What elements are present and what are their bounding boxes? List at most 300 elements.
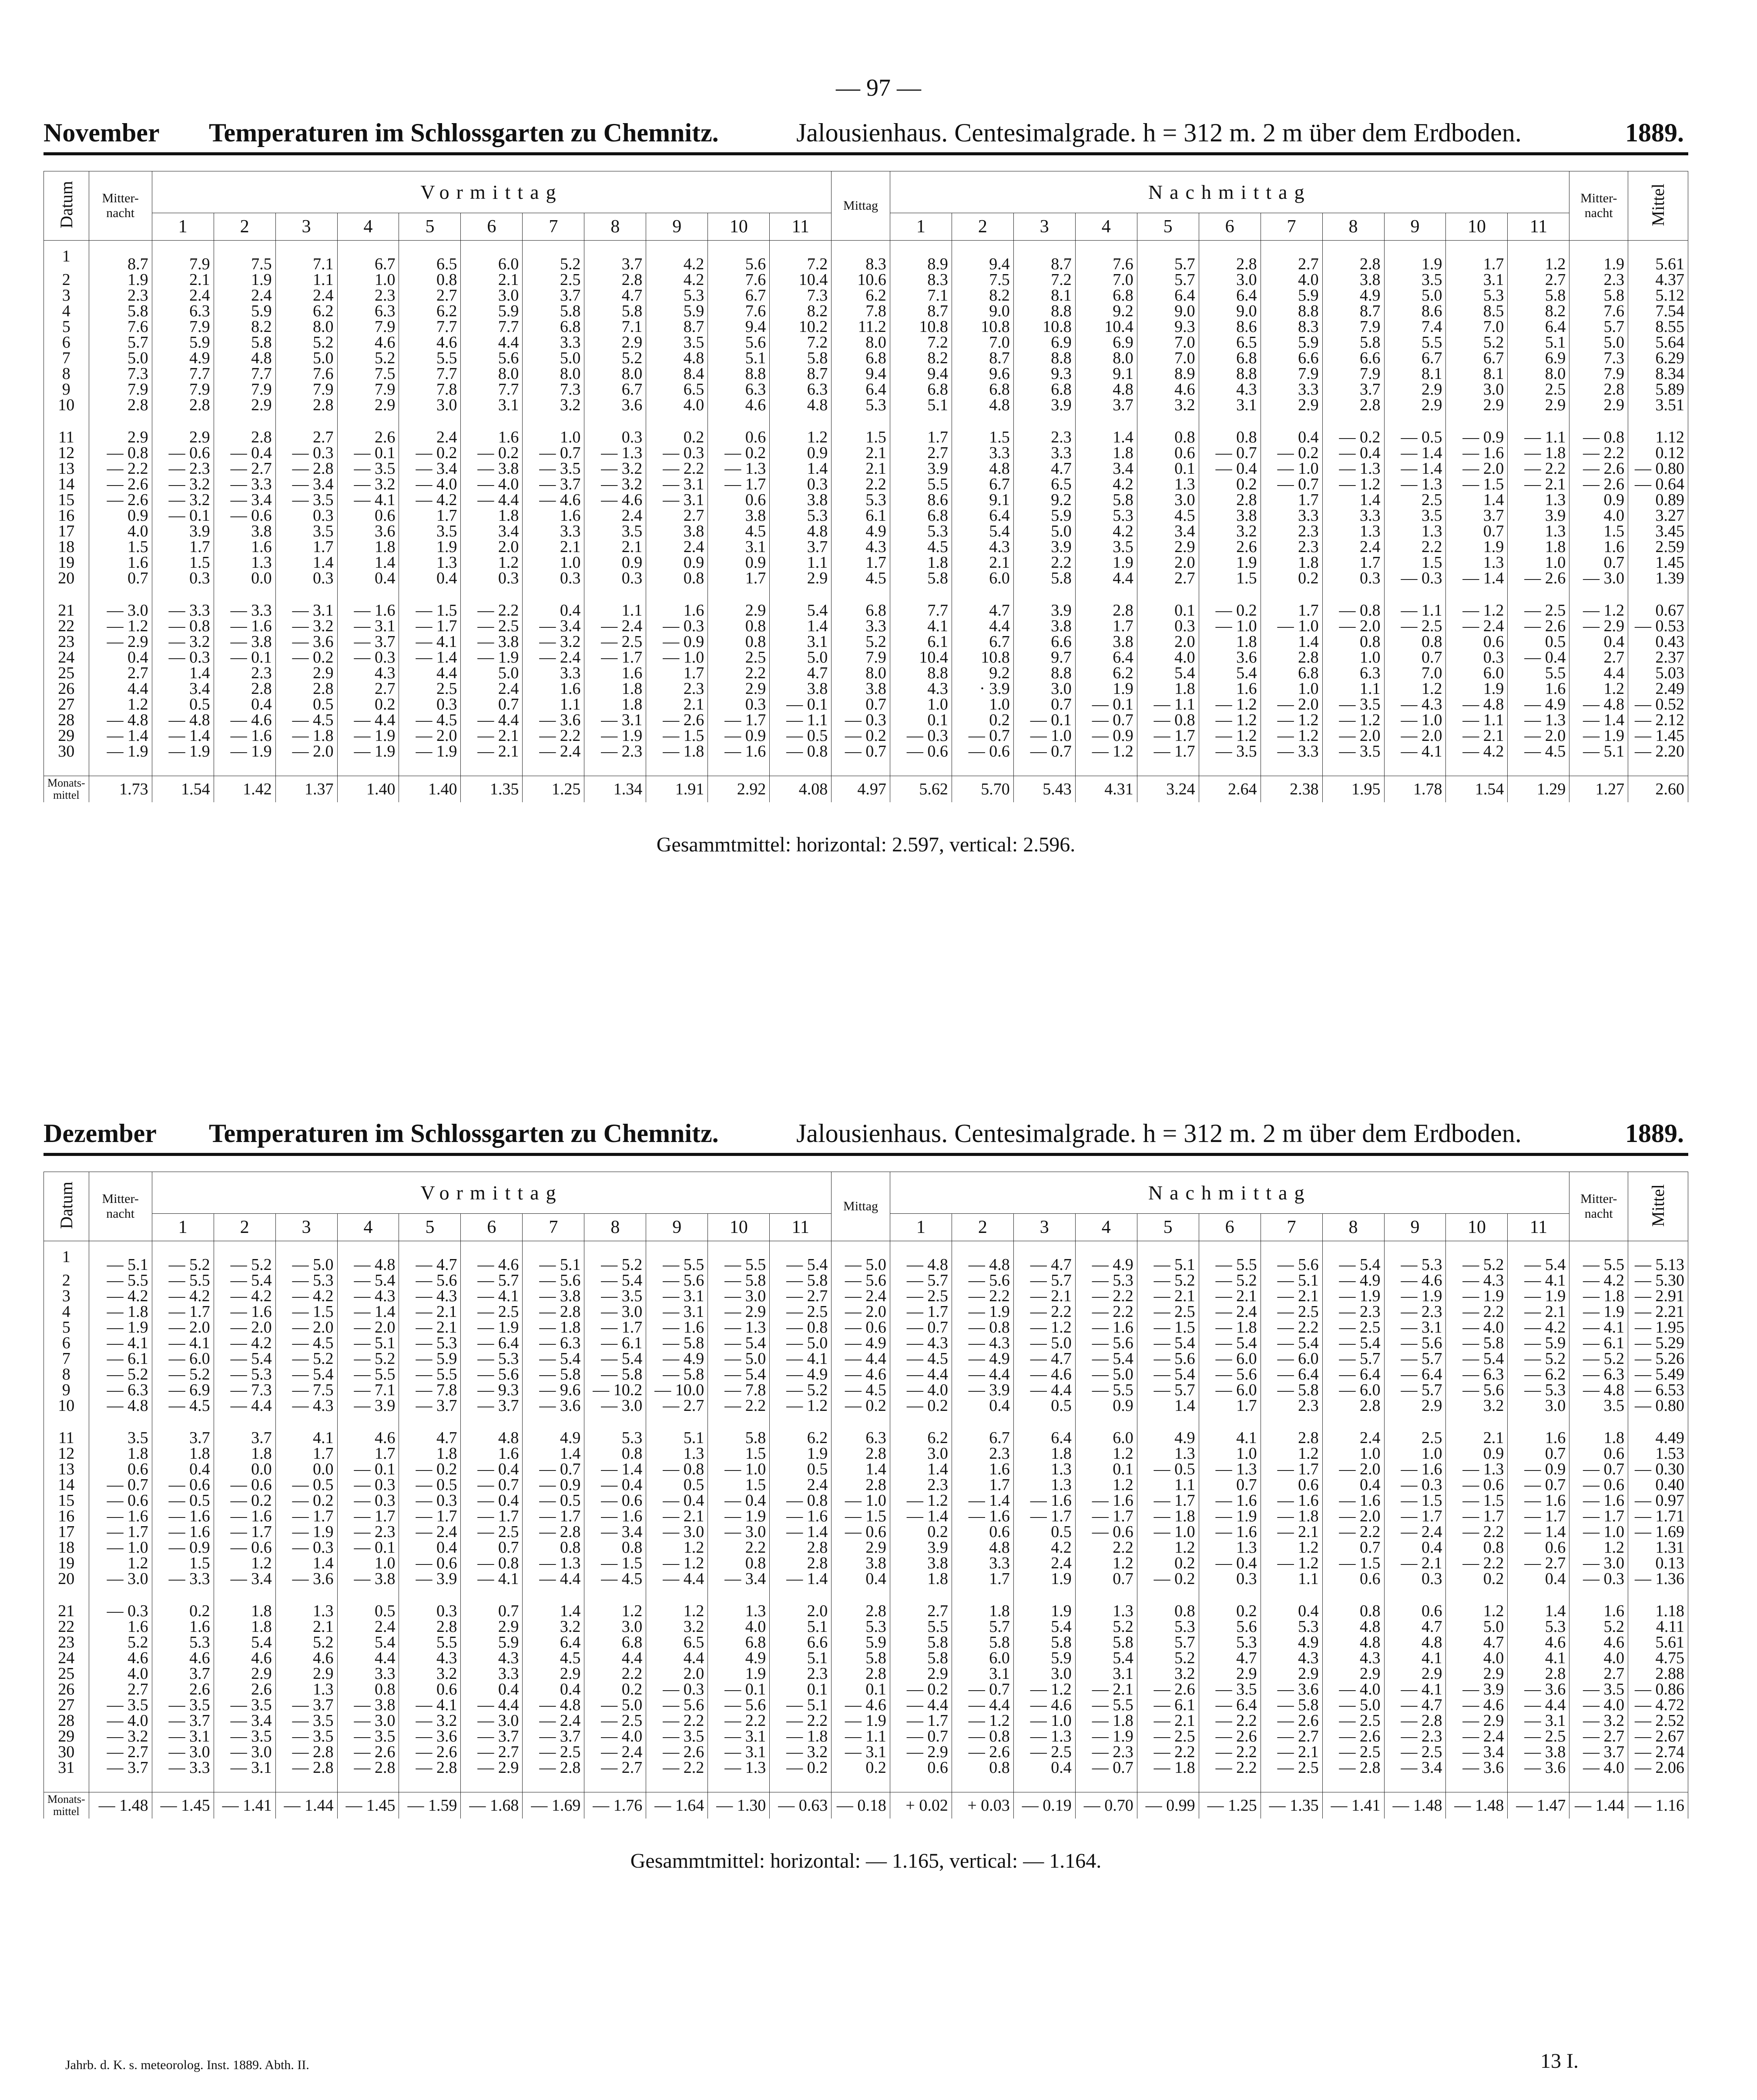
value-cell: 3.0 — [1013, 1666, 1075, 1681]
value-cell: 1.7 — [337, 1446, 399, 1461]
value-cell: — 0.2 — [832, 1398, 890, 1413]
value-cell: — 1.2 — [1446, 603, 1508, 618]
value-cell: 1.9 — [399, 539, 461, 555]
value-cell: 1.8 — [1013, 1446, 1075, 1461]
table-row — [44, 1398, 1688, 1413]
value-cell: — 2.5 — [1384, 1744, 1446, 1760]
value-cell: — 3.8 — [214, 634, 275, 650]
value-cell: — 4.1 — [152, 1335, 214, 1351]
value-cell: 2.9 — [890, 1666, 952, 1681]
value-cell: 4.7 — [1446, 1634, 1508, 1650]
value-cell: — 2.2 — [1013, 1304, 1075, 1320]
mittel-cell: 2.49 — [1628, 681, 1688, 697]
value-cell: 0.6 — [1137, 445, 1199, 461]
table-row — [44, 539, 1688, 555]
value-cell: — 0.2 — [275, 1493, 337, 1508]
mittel-header-text: Mittel — [1648, 183, 1668, 226]
value-cell: — 2.3 — [584, 744, 646, 759]
value-cell: 2.7 — [89, 665, 152, 681]
datum-cell: 9 — [44, 382, 89, 397]
spacer-cell — [275, 1775, 337, 1792]
spacer-cell — [1199, 1413, 1261, 1430]
spacer-cell — [399, 413, 461, 429]
value-cell: — 2.1 — [1137, 1288, 1199, 1304]
value-cell: 0.2 — [584, 1681, 646, 1697]
value-cell: — 2.7 — [214, 461, 275, 476]
value-cell: 1.7 — [1446, 241, 1508, 272]
value-cell: — 2.1 — [1508, 476, 1569, 492]
value-cell: — 2.6 — [952, 1744, 1013, 1760]
value-cell: 2.9 — [275, 665, 337, 681]
value-cell: — 5.7 — [1322, 1351, 1384, 1367]
value-cell: 5.3 — [1446, 288, 1508, 303]
value-cell: 0.7 — [1446, 523, 1508, 539]
value-cell: 8.4 — [646, 366, 708, 382]
value-cell: — 0.5 — [1137, 1461, 1199, 1477]
value-cell: 6.8 — [1261, 665, 1322, 681]
datum-cell: 12 — [44, 445, 89, 461]
value-cell: — 1.4 — [1569, 712, 1628, 728]
value-cell: — 3.3 — [214, 603, 275, 618]
value-cell: — 2.2 — [708, 1713, 770, 1728]
value-cell: 7.4 — [1384, 319, 1446, 335]
spacer-cell — [1137, 759, 1199, 776]
value-cell: — 2.2 — [646, 1713, 708, 1728]
datum-cell: 4 — [44, 1304, 89, 1320]
mittel-cell: 5.61 — [1628, 1634, 1688, 1650]
spacer-cell — [1508, 1413, 1569, 1430]
value-cell: 5.1 — [770, 1619, 832, 1634]
value-cell: — 1.8 — [1075, 1713, 1137, 1728]
value-cell: 4.0 — [646, 397, 708, 413]
hour-header: 3 — [275, 213, 337, 241]
value-cell: — 1.4 — [89, 728, 152, 744]
value-cell: 0.9 — [89, 508, 152, 523]
value-cell: — 2.2 — [1446, 1555, 1508, 1571]
value-cell: — 4.8 — [952, 1241, 1013, 1273]
monatsmittel-cell: — 1.35 — [1261, 1792, 1322, 1819]
spacer-cell — [832, 1775, 890, 1792]
value-cell: — 2.0 — [1322, 1461, 1384, 1477]
value-cell: — 3.7 — [337, 634, 399, 650]
value-cell: — 4.0 — [399, 476, 461, 492]
value-cell: 0.5 — [275, 697, 337, 712]
value-cell: 0.3 — [708, 697, 770, 712]
value-cell: — 1.2 — [1322, 712, 1384, 728]
value-cell: 0.9 — [584, 555, 646, 570]
value-cell: — 9.6 — [523, 1382, 584, 1398]
value-cell: — 3.0 — [214, 1744, 275, 1760]
value-cell: 5.8 — [1013, 1634, 1075, 1650]
spacer-cell — [1137, 586, 1199, 603]
value-cell: 4.6 — [89, 1650, 152, 1666]
value-cell: 6.4 — [952, 508, 1013, 523]
value-cell: 8.0 — [832, 665, 890, 681]
value-cell: — 1.2 — [1013, 1320, 1075, 1335]
value-cell: 8.0 — [1075, 350, 1137, 366]
value-cell: 0.8 — [646, 570, 708, 586]
value-cell: — 4.5 — [152, 1398, 214, 1413]
value-cell: 2.3 — [646, 681, 708, 697]
value-cell: — 2.3 — [337, 1524, 399, 1540]
gesammtmittel: Gesammtmittel: horizontal: — 1.165, vertical: — 1.164. — [630, 1849, 1102, 1872]
value-cell: 1.2 — [214, 1555, 275, 1571]
value-cell: — 1.4 — [1384, 461, 1446, 476]
mittel-cell: 3.27 — [1628, 508, 1688, 523]
value-cell: — 2.6 — [1508, 570, 1569, 586]
value-cell: 6.0 — [1075, 1430, 1137, 1446]
value-cell: — 7.8 — [708, 1382, 770, 1398]
value-cell: — 3.7 — [152, 1713, 214, 1728]
value-cell: 5.1 — [708, 350, 770, 366]
value-cell: 5.8 — [89, 303, 152, 319]
value-cell: — 5.1 — [1569, 744, 1628, 759]
value-cell: — 5.1 — [337, 1335, 399, 1351]
spacer-cell — [89, 759, 152, 776]
value-cell: — 5.2 — [770, 1382, 832, 1398]
value-cell: — 3.7 — [461, 1728, 523, 1744]
value-cell: — 0.7 — [523, 445, 584, 461]
value-cell: — 1.9 — [1199, 1508, 1261, 1524]
value-cell: — 0.2 — [399, 1461, 461, 1477]
value-cell: — 2.5 — [1013, 1744, 1075, 1760]
value-cell: — 0.5 — [152, 1493, 214, 1508]
value-cell: 8.7 — [89, 241, 152, 272]
value-cell: 6.8 — [1199, 350, 1261, 366]
value-cell: 7.9 — [832, 650, 890, 665]
value-cell: 1.9 — [214, 272, 275, 288]
datum-cell: 11 — [44, 1430, 89, 1446]
vormittag-header: Vormittag — [152, 171, 832, 213]
value-cell: — 0.9 — [1446, 429, 1508, 445]
value-cell: — 5.3 — [214, 1367, 275, 1382]
value-cell: 4.8 — [1075, 382, 1137, 397]
value-cell: 4.9 — [1322, 288, 1384, 303]
value-cell: — 1.2 — [1261, 728, 1322, 744]
hour-header: 11 — [1508, 213, 1569, 241]
value-cell: — 0.7 — [1508, 1477, 1569, 1493]
hour-header: 8 — [1322, 213, 1384, 241]
value-cell: 1.2 — [584, 1603, 646, 1619]
month-label: November — [44, 118, 160, 147]
value-cell: 9.0 — [1199, 303, 1261, 319]
value-cell: 1.3 — [275, 1603, 337, 1619]
value-cell: 0.2 — [1137, 1555, 1199, 1571]
value-cell: — 0.1 — [214, 650, 275, 665]
mittel-cell: 5.64 — [1628, 335, 1688, 350]
value-cell: 2.7 — [89, 1681, 152, 1697]
value-cell: — 1.9 — [337, 744, 399, 759]
mittel-cell: 2.88 — [1628, 1666, 1688, 1681]
spacer-cell — [214, 586, 275, 603]
value-cell: — 4.2 — [152, 1288, 214, 1304]
value-cell: 1.2 — [1446, 1603, 1508, 1619]
value-cell: 5.3 — [1261, 1619, 1322, 1634]
value-cell: — 1.8 — [770, 1728, 832, 1744]
value-cell: 8.9 — [1137, 366, 1199, 382]
value-cell: — 4.1 — [337, 492, 399, 508]
value-cell: — 0.6 — [952, 744, 1013, 759]
value-cell: 0.3 — [523, 570, 584, 586]
value-cell: 1.2 — [89, 1555, 152, 1571]
value-cell: — 3.0 — [708, 1524, 770, 1540]
datum-cell: 21 — [44, 1603, 89, 1619]
table-row — [44, 1524, 1688, 1540]
value-cell: 2.4 — [1322, 539, 1384, 555]
value-cell: 3.0 — [399, 397, 461, 413]
hour-header: 9 — [646, 213, 708, 241]
value-cell: — 2.2 — [461, 603, 523, 618]
datum-cell: 7 — [44, 1351, 89, 1367]
value-cell: 1.7 — [275, 539, 337, 555]
value-cell: 3.8 — [1013, 618, 1075, 634]
value-cell: — 1.3 — [1508, 712, 1569, 728]
spacer-cell — [1446, 1413, 1508, 1430]
value-cell: 6.4 — [1199, 288, 1261, 303]
value-cell: 2.2 — [832, 476, 890, 492]
value-cell: 0.2 — [1261, 570, 1322, 586]
spacer-cell — [1508, 413, 1569, 429]
value-cell: 7.7 — [461, 319, 523, 335]
value-cell: 5.3 — [832, 492, 890, 508]
value-cell: — 5.5 — [337, 1367, 399, 1382]
value-cell: 1.3 — [1322, 523, 1384, 539]
value-cell: — 4.1 — [1384, 1681, 1446, 1697]
value-cell: 1.7 — [1075, 618, 1137, 634]
value-cell: — 5.2 — [214, 1241, 275, 1273]
spacer-cell — [89, 1413, 152, 1430]
value-cell: 7.0 — [1137, 335, 1199, 350]
value-cell: 3.5 — [1075, 539, 1137, 555]
value-cell: 3.7 — [523, 288, 584, 303]
value-cell: 2.8 — [832, 1446, 890, 1461]
value-cell: 4.7 — [770, 665, 832, 681]
value-cell: — 1.5 — [1384, 1493, 1446, 1508]
value-cell: 2.7 — [1137, 570, 1199, 586]
value-cell: 2.3 — [1013, 429, 1075, 445]
value-cell: 8.2 — [1508, 303, 1569, 319]
value-cell: 1.6 — [152, 1619, 214, 1634]
value-cell: — 1.0 — [1137, 1524, 1199, 1540]
spacer-cell — [337, 1775, 399, 1792]
value-cell: — 3.5 — [275, 1728, 337, 1744]
value-cell: 1.1 — [584, 603, 646, 618]
value-cell: — 3.5 — [337, 461, 399, 476]
value-cell: 1.0 — [1322, 650, 1384, 665]
value-cell: — 3.6 — [399, 1728, 461, 1744]
table-row — [44, 1367, 1688, 1382]
page-number: — 97 — — [836, 74, 921, 101]
value-cell: — 3.7 — [89, 1760, 152, 1775]
value-cell: 5.9 — [152, 335, 214, 350]
value-cell: 8.6 — [1384, 303, 1446, 319]
value-cell: 2.9 — [1569, 397, 1628, 413]
value-cell: — 2.1 — [1384, 1555, 1446, 1571]
value-cell: 0.4 — [214, 697, 275, 712]
value-cell: — 2.6 — [1199, 1728, 1261, 1744]
value-cell: 1.2 — [770, 429, 832, 445]
value-cell: — 0.2 — [214, 1493, 275, 1508]
value-cell: 0.2 — [1199, 476, 1261, 492]
value-cell: — 1.5 — [584, 1555, 646, 1571]
mittel-cell: 4.49 — [1628, 1430, 1688, 1446]
dezember-title-bar — [44, 1118, 1688, 1156]
value-cell: — 3.8 — [337, 1571, 399, 1587]
datum-cell: 25 — [44, 1666, 89, 1681]
value-cell: 2.9 — [584, 335, 646, 350]
value-cell: 6.6 — [1013, 634, 1075, 650]
value-cell: — 4.9 — [1508, 697, 1569, 712]
value-cell: — 1.8 — [1508, 445, 1569, 461]
spacer-cell — [461, 1413, 523, 1430]
value-cell: 4.8 — [952, 461, 1013, 476]
value-cell: 9.0 — [1137, 303, 1199, 319]
value-cell: — 1.5 — [1446, 1493, 1508, 1508]
value-cell: — 2.5 — [1322, 1744, 1384, 1760]
value-cell: — 3.5 — [523, 461, 584, 476]
monatsmittel-cell: 4.31 — [1075, 776, 1137, 803]
spacer-cell — [461, 759, 523, 776]
spacer-cell — [1261, 586, 1322, 603]
value-cell: 8.1 — [1446, 366, 1508, 382]
value-cell: 0.6 — [890, 1760, 952, 1775]
spacer-cell — [399, 586, 461, 603]
year-label: 1889. — [1625, 118, 1684, 147]
value-cell: 1.2 — [1569, 1540, 1628, 1555]
value-cell: — 0.8 — [770, 1493, 832, 1508]
spacer-cell — [770, 586, 832, 603]
mittel-cell: 0.12 — [1628, 445, 1688, 461]
value-cell: — 1.6 — [1013, 1493, 1075, 1508]
value-cell: — 5.5 — [708, 1241, 770, 1273]
value-cell: — 1.3 — [708, 461, 770, 476]
value-cell: — 5.2 — [152, 1241, 214, 1273]
value-cell: 2.7 — [275, 429, 337, 445]
value-cell: 2.2 — [584, 1666, 646, 1681]
value-cell: 4.3 — [832, 539, 890, 555]
datum-cell: 26 — [44, 1681, 89, 1697]
value-cell: — 6.0 — [1261, 1351, 1322, 1367]
table-row — [44, 603, 1688, 618]
spacer-cell — [1569, 1587, 1628, 1603]
value-cell: 4.0 — [89, 523, 152, 539]
value-cell: — 1.7 — [1137, 1493, 1199, 1508]
value-cell: 0.4 — [1569, 634, 1628, 650]
value-cell: 7.9 — [152, 241, 214, 272]
value-cell: — 2.1 — [399, 1304, 461, 1320]
table-row — [44, 1288, 1688, 1304]
value-cell: — 2.5 — [890, 1288, 952, 1304]
spacer-cell — [1384, 586, 1446, 603]
value-cell: — 1.9 — [708, 1508, 770, 1524]
value-cell: — 3.1 — [1384, 1320, 1446, 1335]
monatsmittel-cell: — 1.48 — [1384, 1792, 1446, 1819]
value-cell: — 5.0 — [1322, 1697, 1384, 1713]
value-cell: 6.8 — [832, 350, 890, 366]
value-cell: 1.6 — [89, 555, 152, 570]
value-cell: 1.6 — [1569, 539, 1628, 555]
value-cell: 5.3 — [1075, 508, 1137, 523]
mittel-cell: — 0.86 — [1628, 1681, 1688, 1697]
value-cell: 4.1 — [1199, 1430, 1261, 1446]
datum-cell: 7 — [44, 350, 89, 366]
value-cell: — 6.2 — [1508, 1367, 1569, 1382]
value-cell: — 0.4 — [461, 1493, 523, 1508]
value-cell: 2.3 — [952, 1446, 1013, 1461]
value-cell: 7.3 — [1569, 350, 1628, 366]
mitternacht-header: Mitter- nacht — [89, 171, 152, 241]
datum-cell: 18 — [44, 1540, 89, 1555]
value-cell: — 3.3 — [214, 476, 275, 492]
value-cell: 0.8 — [1322, 634, 1384, 650]
value-cell: 1.0 — [1199, 1446, 1261, 1461]
mittel-cell: — 2.67 — [1628, 1728, 1688, 1744]
value-cell: 0.7 — [1569, 555, 1628, 570]
value-cell: — 0.6 — [832, 1524, 890, 1540]
value-cell: — 6.4 — [1261, 1367, 1322, 1382]
value-cell: — 0.7 — [1075, 1760, 1137, 1775]
value-cell: — 6.1 — [584, 1335, 646, 1351]
table-row — [44, 1666, 1688, 1681]
monatsmittel-cell: 5.62 — [890, 776, 952, 803]
value-cell: 2.2 — [1384, 539, 1446, 555]
value-cell: 2.0 — [770, 1603, 832, 1619]
value-cell: 1.4 — [832, 1461, 890, 1477]
table-title: Temperaturen im Schlossgarten zu Chemnitz. — [209, 118, 719, 147]
value-cell: 7.7 — [399, 366, 461, 382]
table-row — [44, 697, 1688, 712]
value-cell: 3.4 — [1137, 523, 1199, 539]
monatsmittel-cell: 1.54 — [1446, 776, 1508, 803]
mittel-cell: 1.45 — [1628, 555, 1688, 570]
value-cell: 0.5 — [337, 1603, 399, 1619]
value-cell: — 2.2 — [1199, 1713, 1261, 1728]
hour-header: 10 — [1446, 213, 1508, 241]
value-cell: — 1.2 — [1199, 712, 1261, 728]
value-cell: 7.9 — [337, 319, 399, 335]
value-cell: — 0.5 — [523, 1493, 584, 1508]
value-cell: 4.4 — [952, 618, 1013, 634]
monatsmittel-cell: 5.43 — [1013, 776, 1075, 803]
mittel-cell: 0.89 — [1628, 492, 1688, 508]
value-cell: 0.3 — [275, 570, 337, 586]
mittel-cell: — 1.95 — [1628, 1320, 1688, 1335]
value-cell: — 2.5 — [1508, 1728, 1569, 1744]
value-cell: — 3.7 — [399, 1398, 461, 1413]
datum-cell: 5 — [44, 1320, 89, 1335]
value-cell: 1.0 — [337, 272, 399, 288]
value-cell: — 0.6 — [832, 1320, 890, 1335]
value-cell: — 2.7 — [1508, 1555, 1569, 1571]
mittel-cell: 0.40 — [1628, 1477, 1688, 1493]
value-cell: 1.6 — [952, 1461, 1013, 1477]
value-cell: 1.7 — [890, 429, 952, 445]
value-cell: — 0.4 — [1199, 461, 1261, 476]
table-row — [44, 1681, 1688, 1697]
monatsmittel-cell: 1.91 — [646, 776, 708, 803]
table-description: Jalousienhaus. Centesimalgrade. h = 312 m. 2 m über dem Erdboden. — [796, 118, 1522, 147]
value-cell: — 0.7 — [952, 728, 1013, 744]
value-cell: — 1.6 — [1075, 1493, 1137, 1508]
value-cell: 6.6 — [770, 1634, 832, 1650]
value-cell: 0.5 — [1013, 1398, 1075, 1413]
value-cell: — 1.0 — [832, 1493, 890, 1508]
value-cell: 6.8 — [890, 508, 952, 523]
spacer-cell — [44, 586, 89, 603]
spacer-cell — [1446, 413, 1508, 429]
value-cell: — 2.2 — [646, 461, 708, 476]
value-cell: 5.2 — [1446, 335, 1508, 350]
